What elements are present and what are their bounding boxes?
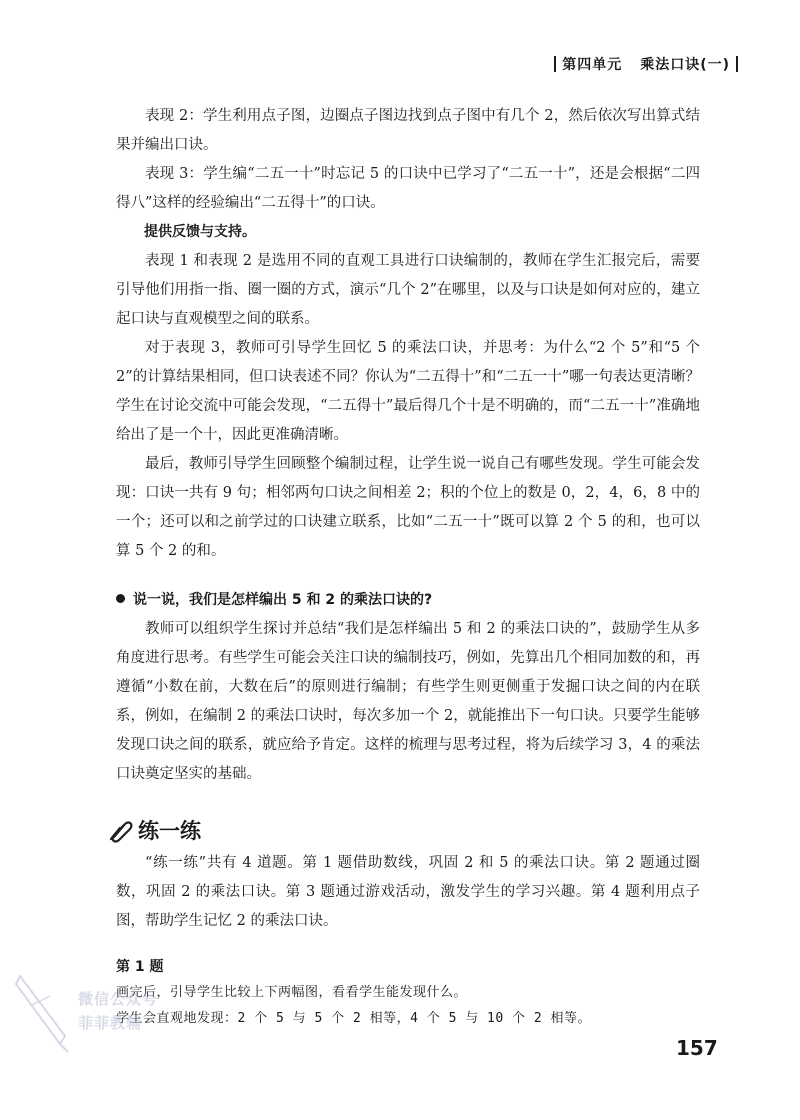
paragraph-feedback-1: 表现 1 和表现 2 是选用不同的直观工具进行口诀编制的，教师在学生汇报完后，需要引导他们用指一指、圈一圈的方式，演示“几个 2”在哪里，以及与口诀是如何对应的，建立起口诀与直观模型之间的联系。 — [116, 253, 700, 327]
feedback-heading: 提供反馈与支持。 — [144, 224, 256, 240]
bullet-dot-icon — [116, 594, 125, 603]
page-content — [116, 102, 700, 1032]
question-1-line-1: 画完后，引导学生比较上下两幅图，看看学生能发现什么。 — [116, 985, 468, 1000]
paragraph-summary: 教师可以组织学生探讨并总结“我们是怎样编出 5 和 2 的乘法口诀的”，鼓励学生从多角度进行思考。有些学生可能会关注口诀的编制技巧，例如，先算出几个相同加数的和，再遵循“小数在前，大数在后”的原则进行编制；有些学生则更侧重于发掘口诀之间的内在联系，例如，在编制 2 的乘法口诀时，每次多加一个 2，就能推出下一句口诀。只要学生能够发现口诀之间的联系，就应给予肯定。这样的梳理与思考过程，将为后续学习 3，4 的乘法口诀奠定坚实的基础。 — [116, 621, 700, 782]
bullet-heading-text: 说一说，我们是怎样编出 5 和 2 的乘法口诀的? — [133, 592, 433, 608]
header-topic: 乘法口诀(一) — [640, 57, 730, 73]
watermark — [10, 966, 170, 1056]
header-unit: 第四单元 — [562, 57, 623, 73]
watermark-line-2: 菲菲教辅 — [78, 1014, 143, 1032]
running-header — [548, 54, 744, 74]
pen-watermark-icon — [10, 966, 80, 1056]
section-title — [108, 815, 700, 847]
question-1-title: 第 1 题 — [116, 959, 164, 975]
question-1-block — [116, 954, 700, 1032]
question-1-line-2: 学生会直观地发现：2 个 5 与 5 个 2 相等，4 个 5 与 10 个 2 相等。 — [116, 1011, 592, 1026]
paperclip-icon — [108, 819, 134, 843]
watermark-line-1: 微信公众号 — [78, 990, 159, 1008]
bullet-heading — [116, 586, 700, 615]
page-number: 157 — [676, 1036, 718, 1060]
paragraph-performance-3: 表现 3：学生编“二五一十”时忘记 5 的口诀中已学习了“二五一十”，还是会根据“二四得八”这样的经验编出“二五得十”的口诀。 — [116, 166, 700, 211]
section-intro: “练一练”共有 4 道题。第 1 题借助数线，巩固 2 和 5 的乘法口诀。第 2 题通过圈数，巩固 2 的乘法口诀。第 3 题通过游戏活动，激发学生的学习兴趣。第 4 题利用点子图，帮助学生记忆 2 的乘法口诀。 — [116, 855, 700, 929]
section-title-text: 练一练 — [138, 819, 201, 843]
header-divider-left — [554, 56, 556, 72]
header-divider-right — [736, 56, 738, 72]
paragraph-feedback-2: 对于表现 3，教师可引导学生回忆 5 的乘法口诀，并思考：为什么“2 个 5”和“5 个 2”的计算结果相同，但口诀表述不同？你认为“二五得十”和“二五一十”哪一句表达更清晰？学生在讨论交流中可能会发现，“二五得十”最后得几个十是不明确的，而“二五一十”准确地给出了是一个十，因此更准确清晰。 — [116, 340, 700, 443]
paragraph-performance-2: 表现 2：学生利用点子图，边圈点子图边找到点子图中有几个 2，然后依次写出算式结果并编出口诀。 — [116, 108, 700, 153]
paragraph-feedback-3: 最后，教师引导学生回顾整个编制过程，让学生说一说自己有哪些发现。学生可能会发现：口诀一共有 9 句；相邻两句口诀之间相差 2；积的个位上的数是 0，2，4，6，8 中的一个；还可以和之前学过的口诀建立联系，比如“二五一十”既可以算 2 个 5 的和，也可以算 5 个 2 的和。 — [116, 456, 700, 559]
